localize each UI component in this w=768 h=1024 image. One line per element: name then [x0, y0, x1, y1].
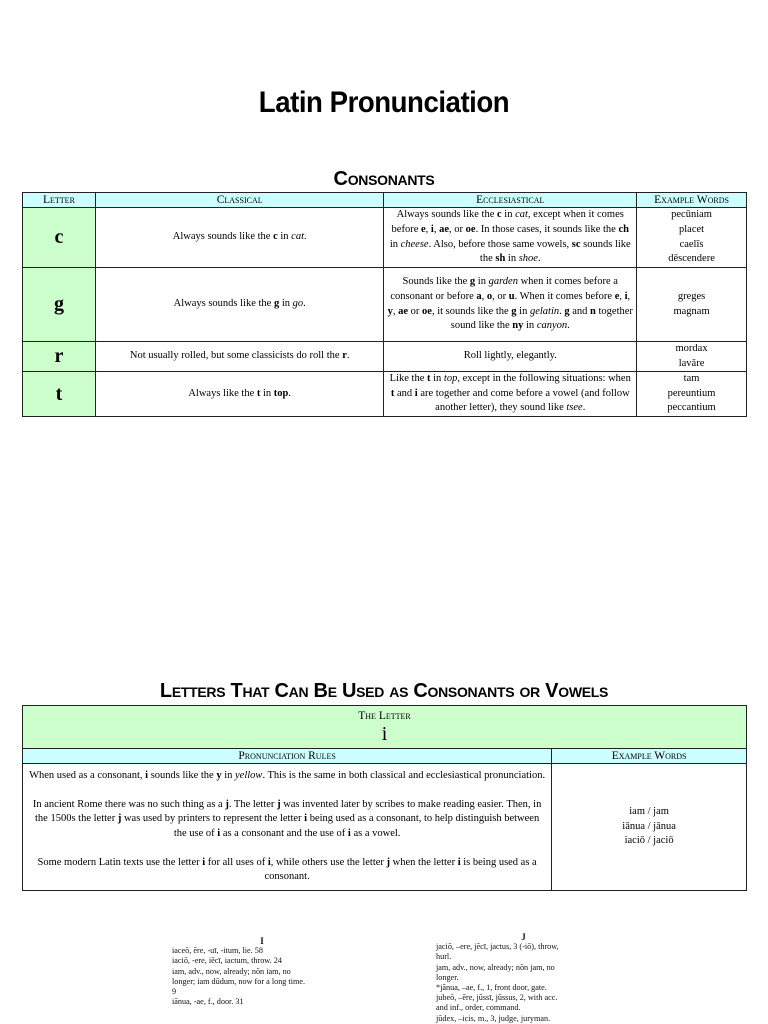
example-word: dēscendere: [668, 253, 715, 265]
dictionary-entry: hurl.: [436, 952, 452, 962]
consonants-table: [22, 192, 747, 417]
header-pronunciation-rules: Pronunciation Rules: [23, 749, 552, 764]
example-word: lavāre: [678, 357, 705, 369]
example-word: caelīs: [679, 238, 704, 250]
example-word: placet: [679, 223, 705, 235]
example-word: tam: [683, 373, 700, 385]
classical-cell: Always sounds like the g in go.: [95, 268, 384, 342]
dictionary-entry: iaceō, ēre, -uī, -itum, lie. 58: [172, 946, 263, 956]
letter-cell: g: [23, 268, 96, 342]
dictionary-entry: jam, adv., now, already; nōn jam, no: [436, 962, 555, 972]
dictionary-entry: jaciō, –ere, jēcī, jactus, 3 (-iō), throw,: [436, 942, 559, 952]
dictionary-entry: longer; iam dūdum, now for a long time.: [172, 976, 306, 986]
rule-paragraph: When used as a consonant, i sounds like the y in yellow. This is the same in both classical and ecclesiastical pronunciation.: [29, 770, 546, 782]
the-letter-label: The Letter: [358, 710, 411, 722]
example-words-cell: [637, 268, 747, 342]
rule-paragraph: Some modern Latin texts use the letter i for all uses of i, while others use the letter j when the letter i is being used as a consonant.: [37, 856, 537, 883]
dictionary-entry: *jānua, –ae, f., 1, front door, gate.: [436, 983, 547, 993]
dictionary-entry: iaciō, -ere, iēcī, iactum, throw. 24: [172, 956, 282, 966]
dictionary-heading: I: [260, 936, 264, 946]
consonants-heading: Consonants: [333, 168, 435, 190]
header-ecclesiastical: Ecclesiastical: [384, 193, 637, 208]
classical-cell: Not usually rolled, but some classicists do roll the r.: [95, 342, 384, 372]
ecclesiastical-cell: Like the t in top, except in the following situations: when t and i are together and come before a vowel (and follow another letter), they sound like tsee.: [384, 372, 637, 417]
dictionary-entries: [172, 946, 352, 1007]
example-words-cell: [637, 342, 747, 372]
ecclesiastical-cell: Roll lightly, elegantly.: [384, 342, 637, 372]
letter-cell: t: [23, 372, 96, 417]
example-word: magnam: [673, 305, 710, 317]
example-words-cell: [637, 372, 747, 417]
table-row: [23, 372, 747, 417]
letter-cell: c: [23, 208, 96, 268]
example-word: iānua / jānua: [622, 820, 676, 832]
example-word: pereuntium: [667, 387, 716, 399]
dictionary-entry: and inf., order, command.: [436, 1003, 521, 1013]
dictionary-entry: jūdex, –icis, m., 3, judge, juryman.: [436, 1013, 551, 1023]
header-letter: Letter: [23, 193, 96, 208]
example-words-cell: [637, 208, 747, 268]
table-row: [23, 268, 747, 342]
classical-cell: Always like the t in top.: [95, 372, 384, 417]
header-classical: Classical: [95, 193, 384, 208]
example-word: iaciō / jaciō: [624, 835, 674, 847]
the-letter-banner: [23, 706, 747, 749]
dictionary-excerpt-j: [436, 932, 611, 1024]
header-example-words: Example Words: [637, 193, 747, 208]
letter-cell: r: [23, 342, 96, 372]
dictionary-entry: iānua, -ae, f., door. 31: [172, 997, 244, 1007]
rule-paragraph: In ancient Rome there was no such thing as a j. The letter j was invented later by scribes to make reading easier. Then, in the 1500s the letter j was used by printers to represent the letter i being used as a consonant, to help distinguish between the use of i as a consonant and the use of i as a vowel.: [32, 798, 542, 839]
table-row: [23, 208, 747, 268]
example-words-cell: [552, 764, 747, 891]
example-word: greges: [677, 290, 706, 302]
example-word: pecūniam: [671, 209, 712, 221]
pronunciation-rules-cell: [23, 764, 552, 891]
dictionary-entries: [436, 942, 611, 1024]
example-word: iam / jam: [629, 806, 669, 818]
classical-cell: Always sounds like the c in cat.: [95, 208, 384, 268]
header-example-words: Example Words: [552, 749, 747, 764]
table-row: [23, 342, 747, 372]
dictionary-entry: jubeō, –ēre, jūssī, jūssus, 2, with acc.: [436, 993, 558, 1003]
dual-letters-heading: Letters That Can Be Used as Consonants or Vowels: [159, 680, 609, 702]
dictionary-entry: longer.: [436, 972, 459, 982]
dictionary-entry: 9: [172, 987, 177, 997]
dictionary-excerpt-i: [172, 936, 352, 1007]
dictionary-heading: J: [521, 932, 526, 942]
ecclesiastical-cell: Always sounds like the c in cat, except when it comes before e, i, ae, or oe. In those cases, it sounds like the ch in cheese. Also, before those same vowels, sc sounds like the sh in shoe.: [384, 208, 637, 268]
ecclesiastical-cell: Sounds like the g in garden when it comes before a consonant or before a, o, or u. When it comes before e, i, y, ae or oe, it sounds like the g in gelatin. g and n together sound like the ny in canyon.: [384, 268, 637, 342]
dictionary-entry: iam, adv., now, already; nōn iam, no: [172, 966, 291, 976]
the-letter-value: i: [381, 723, 388, 745]
dual-letters-table: [22, 705, 747, 891]
page-title: Latin Pronunciation: [258, 86, 510, 119]
example-word: mordax: [675, 343, 708, 354]
example-word: peccantium: [667, 402, 716, 414]
